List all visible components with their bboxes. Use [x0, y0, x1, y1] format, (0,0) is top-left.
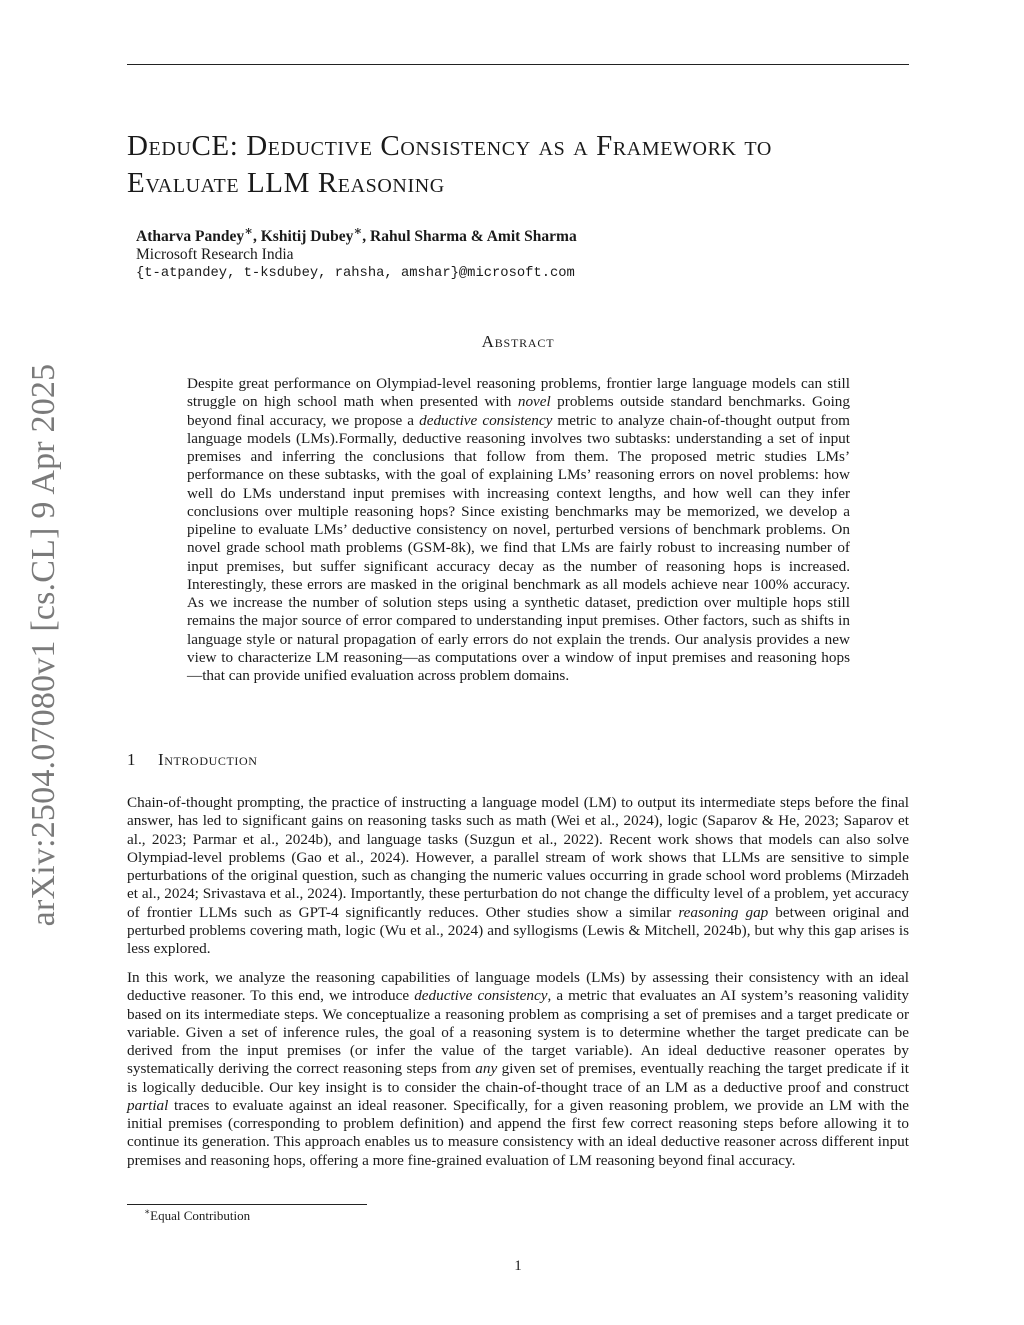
paragraph-emphasis: partial [127, 1096, 169, 1114]
abstract-text: metric to analyze chain-of-thought output from language models (LMs).Formally, deductive reasoning involves two subtasks: understanding a set of input premises and inferring the conclusions that follow from them. The proposed metric studies LMs’ performance on these subtasks, with the goal of explaining LMs’ reasoning errors on novel problems: how well do LMs understand input premises with increasing context lengths, and how well can they infer conclusions over multiple reasoning hops? Since existing benchmarks may be memorized, we develop a pipeline to evaluate LMs’ deductive consistency on novel, perturbed versions of benchmark problems. On novel grade school math problems (GSM-8k), we find that LMs are fairly robust to increasing number of input premises, but suffer significant accuracy decay as the number of reasoning hops is increased. Interestingly, these errors are masked in the original benchmark as all models achieve near 100% accuracy. As we increase the number of solution steps using a synthetic dataset, prediction over multiple hops still remains the major source of error compared to understanding input premises. Other factors, such as shifts in language style or natural propagation of early errors do not explain the trends. Our analysis provides a new view to characterize LM reasoning—as computations over a window of input premises and reasoning hops—that can provide unified evaluation across problem domains. [187, 411, 850, 684]
footnote-rule [127, 1204, 367, 1205]
footnote [144, 1208, 250, 1224]
paper-title [127, 128, 917, 202]
section-heading-introduction [127, 750, 258, 770]
author-emails: {t-atpandey, t-ksdubey, rahsha, amshar}@microsoft.com [136, 266, 575, 281]
paragraph-text: , a metric that evaluates an AI system’s reasoning validity based on its intermediate steps. We conceptualize a reasoning problem as comprising a set of premises and a target predicate or variable. Given a set of inference rules, the goal of a reasoning system is to determine whether the target predicate can be derived from the input premises (or infer the value of the target variable). An ideal deductive reasoner operates by systematically deriving the correct reasoning steps from [127, 987, 909, 1078]
paragraph-emphasis: reasoning gap [678, 903, 769, 921]
abstract-heading: Abstract [481, 332, 555, 351]
abstract-text: problems outside standard benchmarks. Going beyond final accuracy, we propose a [187, 393, 850, 429]
equal-contribution-mark: ∗ [353, 222, 363, 238]
paragraph-text: given set of premises, eventually reaching the target predicate if it is logically deducible. Our key insight is to consider the chain-of-thought trace of an LM as a deductive proof and construct [127, 1060, 909, 1096]
equal-contribution-mark: ∗ [244, 222, 253, 238]
author-name: Atharva Pandey [136, 228, 245, 245]
author-name: Kshitij Dubey [260, 228, 354, 245]
author-names-rest: , Rahul Sharma & Amit Sharma [362, 228, 577, 245]
arxiv-identifier-stamp: arXiv:2504.07080v1 [cs.CL] 9 Apr 2025 [25, 363, 62, 927]
abstract-body [187, 375, 850, 685]
paragraph-text: between original and perturbed problems covering math, logic (Wu et al., 2024) and syllogisms (Lewis & Mitchell, 2024b), but why this gap arises is less explored. [127, 903, 910, 957]
section-number: 1 [127, 750, 137, 769]
affiliation: Microsoft Research India [136, 246, 294, 263]
footnote-mark: ∗ [144, 1206, 151, 1217]
abstract-emphasis: novel [517, 393, 551, 411]
abstract-text: Despite great performance on Olympiad-level reasoning problems, frontier large language models can still struggle on high school math when presented with [187, 375, 850, 411]
paragraph-text: traces to evaluate against an ideal reasoner. Specifically, for a given reasoning problem, we provide an LM with the initial premises (corresponding to problem definition) and append the first few correct reasoning steps before allowing it to continue its generation. This approach enables us to measure consistency with an ideal deductive reasoner across different input premises and reasoning hops, offering a more fine-grained evaluation of LM reasoning beyond final accuracy. [127, 1096, 909, 1169]
paragraph-text: In this work, we analyze the reasoning capabilities of language models (LMs) by assessing their consistency with an ideal deductive reasoner. To this end, we introduce [127, 969, 909, 1005]
abstract-emphasis: deductive consistency [419, 411, 553, 429]
author-separator: , [253, 228, 261, 245]
section-title: Introduction [158, 750, 258, 769]
intro-paragraph-1 [127, 794, 909, 958]
paper-title-line-1: DeduCE: Deductive Consistency as a Framework to [127, 130, 772, 162]
author-list [136, 222, 577, 246]
page-number: 1 [514, 1258, 522, 1274]
paragraph-text: Chain-of-thought prompting, the practice of instructing a language model (LM) to output its intermediate steps before the final answer, has led to significant gains on reasoning tasks such as math (Wei et al., 2024), logic (Saparov & He, 2023; Saparov et al., 2023; Parmar et al., 2024b), and language tasks (Suzgun et al., 2022). Recent work shows that models can also solve Olympiad-level problems (Gao et al., 2024). However, a parallel stream of work shows that LLMs are sensitive to simple perturbations of the original question, such as changing the numeric values occurring in grade school word problems (Mirzadeh et al., 2024; Srivastava et al., 2024). Importantly, these perturbation do not change the difficulty level of a problem, yet accuracy of frontier LLMs such as GPT-4 significantly reduces. Other studies show a similar [127, 794, 909, 921]
paper-title-line-2: Evaluate LLM Reasoning [127, 167, 445, 199]
header-rule [127, 64, 909, 65]
paragraph-emphasis: deductive consistency [414, 987, 548, 1005]
intro-paragraph-2 [127, 969, 909, 1170]
paragraph-emphasis: any [475, 1060, 498, 1078]
footnote-text: Equal Contribution [150, 1208, 251, 1223]
